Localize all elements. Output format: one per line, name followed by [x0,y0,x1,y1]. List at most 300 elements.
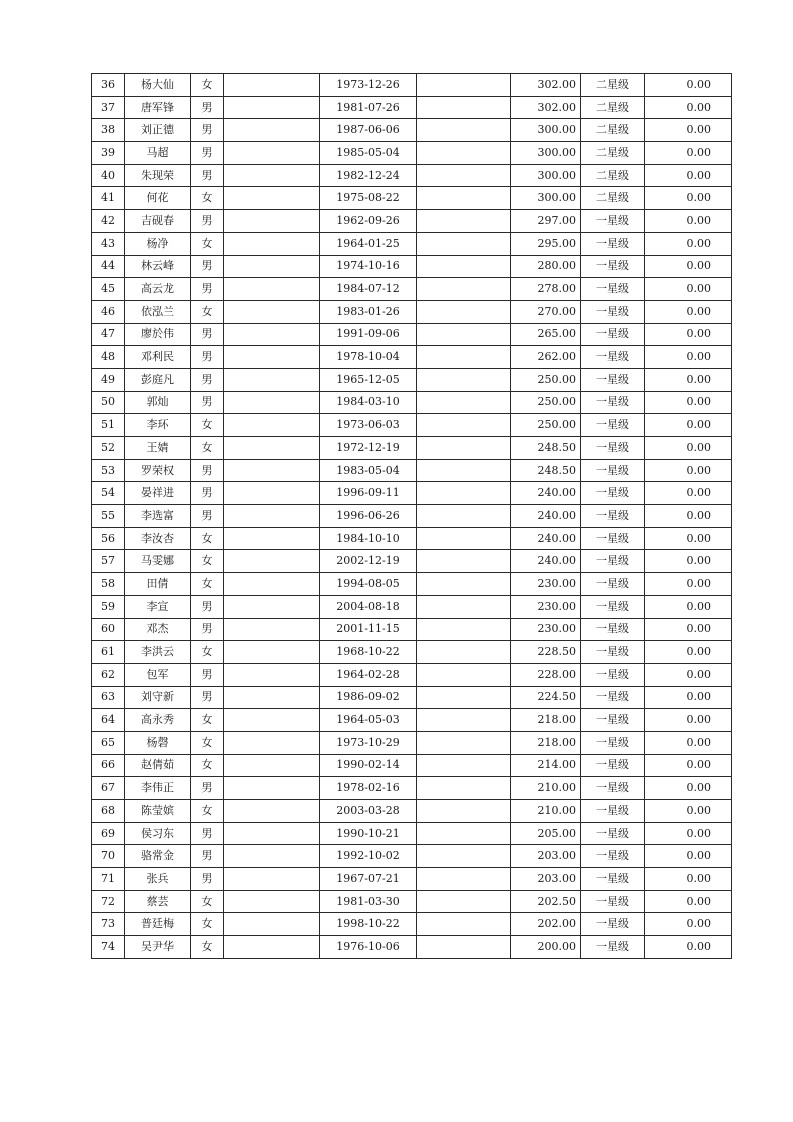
empty-cell [417,618,511,641]
name-cell: 吴尹华 [125,936,191,959]
date-cell: 1985-05-04 [320,142,417,165]
level-cell: 一星级 [581,527,645,550]
level-cell: 二星级 [581,142,645,165]
level-cell: 一星级 [581,278,645,301]
date-cell: 1990-10-21 [320,822,417,845]
name-cell: 郭灿 [125,391,191,414]
empty-cell [224,527,320,550]
row-number-cell: 68 [92,800,125,823]
amount-cell: 0.00 [645,936,732,959]
score-cell: 248.50 [511,459,581,482]
row-number-cell: 49 [92,368,125,391]
empty-cell [417,550,511,573]
empty-cell [417,595,511,618]
gender-cell: 女 [191,527,224,550]
row-number-cell: 57 [92,550,125,573]
empty-cell [224,300,320,323]
row-number-cell: 62 [92,663,125,686]
level-cell: 一星级 [581,913,645,936]
gender-cell: 男 [191,119,224,142]
score-cell: 230.00 [511,618,581,641]
table-row [92,550,732,573]
level-cell: 一星级 [581,300,645,323]
row-number-cell: 64 [92,709,125,732]
date-cell: 1965-12-05 [320,368,417,391]
score-cell: 230.00 [511,573,581,596]
gender-cell: 男 [191,777,224,800]
name-cell: 邓利民 [125,346,191,369]
gender-cell: 男 [191,505,224,528]
level-cell: 一星级 [581,573,645,596]
amount-cell: 0.00 [645,754,732,777]
empty-cell [224,868,320,891]
date-cell: 1978-02-16 [320,777,417,800]
amount-cell: 0.00 [645,618,732,641]
name-cell: 李选富 [125,505,191,528]
score-cell: 210.00 [511,777,581,800]
table-row [92,845,732,868]
amount-cell: 0.00 [645,595,732,618]
date-cell: 1994-08-05 [320,573,417,596]
row-number-cell: 37 [92,96,125,119]
level-cell: 一星级 [581,391,645,414]
date-cell: 1975-08-22 [320,187,417,210]
name-cell: 依泓兰 [125,300,191,323]
amount-cell: 0.00 [645,527,732,550]
gender-cell: 女 [191,300,224,323]
name-cell: 何花 [125,187,191,210]
empty-cell [224,731,320,754]
level-cell: 一星级 [581,822,645,845]
row-number-cell: 51 [92,414,125,437]
table-row [92,936,732,959]
table-row [92,482,732,505]
score-cell: 302.00 [511,74,581,97]
gender-cell: 女 [191,913,224,936]
amount-cell: 0.00 [645,414,732,437]
name-cell: 杨净 [125,232,191,255]
empty-cell [224,96,320,119]
gender-cell: 女 [191,890,224,913]
table-row [92,777,732,800]
row-number-cell: 63 [92,686,125,709]
level-cell: 一星级 [581,709,645,732]
empty-cell [224,618,320,641]
table-row [92,709,732,732]
row-number-cell: 36 [92,74,125,97]
empty-cell [417,119,511,142]
score-cell: 240.00 [511,527,581,550]
date-cell: 1984-10-10 [320,527,417,550]
empty-cell [224,391,320,414]
date-cell: 1996-09-11 [320,482,417,505]
row-number-cell: 41 [92,187,125,210]
level-cell: 二星级 [581,74,645,97]
empty-cell [417,391,511,414]
score-cell: 262.00 [511,346,581,369]
gender-cell: 女 [191,936,224,959]
level-cell: 一星级 [581,210,645,233]
name-cell: 陈莹嫔 [125,800,191,823]
date-cell: 2002-12-19 [320,550,417,573]
date-cell: 1967-07-21 [320,868,417,891]
empty-cell [417,142,511,165]
score-cell: 202.00 [511,913,581,936]
gender-cell: 女 [191,800,224,823]
table-row [92,663,732,686]
score-cell: 240.00 [511,550,581,573]
level-cell: 一星级 [581,777,645,800]
amount-cell: 0.00 [645,505,732,528]
row-number-cell: 42 [92,210,125,233]
name-cell: 高永秀 [125,709,191,732]
empty-cell [224,142,320,165]
gender-cell: 女 [191,754,224,777]
level-cell: 一星级 [581,414,645,437]
table-row [92,255,732,278]
amount-cell: 0.00 [645,368,732,391]
score-cell: 218.00 [511,731,581,754]
row-number-cell: 39 [92,142,125,165]
gender-cell: 男 [191,210,224,233]
name-cell: 杨大仙 [125,74,191,97]
empty-cell [417,210,511,233]
empty-cell [224,822,320,845]
level-cell: 一星级 [581,641,645,664]
level-cell: 一星级 [581,459,645,482]
date-cell: 1972-12-19 [320,437,417,460]
level-cell: 一星级 [581,663,645,686]
gender-cell: 女 [191,641,224,664]
gender-cell: 女 [191,573,224,596]
empty-cell [224,845,320,868]
date-cell: 1983-01-26 [320,300,417,323]
name-cell: 杨磬 [125,731,191,754]
amount-cell: 0.00 [645,845,732,868]
empty-cell [417,300,511,323]
amount-cell: 0.00 [645,822,732,845]
row-number-cell: 56 [92,527,125,550]
gender-cell: 男 [191,822,224,845]
table-row [92,868,732,891]
gender-cell: 女 [191,414,224,437]
empty-cell [417,232,511,255]
name-cell: 普廷梅 [125,913,191,936]
table-row [92,74,732,97]
date-cell: 2001-11-15 [320,618,417,641]
empty-cell [224,278,320,301]
gender-cell: 男 [191,164,224,187]
row-number-cell: 40 [92,164,125,187]
amount-cell: 0.00 [645,255,732,278]
name-cell: 晏祥进 [125,482,191,505]
empty-cell [224,686,320,709]
gender-cell: 男 [191,278,224,301]
empty-cell [224,255,320,278]
empty-cell [224,119,320,142]
empty-cell [417,74,511,97]
empty-cell [417,527,511,550]
date-cell: 2004-08-18 [320,595,417,618]
gender-cell: 男 [191,323,224,346]
level-cell: 一星级 [581,754,645,777]
name-cell: 彭庭凡 [125,368,191,391]
amount-cell: 0.00 [645,210,732,233]
name-cell: 李汝杏 [125,527,191,550]
gender-cell: 女 [191,74,224,97]
date-cell: 1976-10-06 [320,936,417,959]
amount-cell: 0.00 [645,142,732,165]
table-row [92,368,732,391]
level-cell: 一星级 [581,323,645,346]
name-cell: 李环 [125,414,191,437]
empty-cell [417,686,511,709]
roster-table [91,73,732,959]
row-number-cell: 71 [92,868,125,891]
table-row [92,278,732,301]
level-cell: 一星级 [581,505,645,528]
level-cell: 二星级 [581,119,645,142]
empty-cell [417,482,511,505]
date-cell: 1964-05-03 [320,709,417,732]
table-row [92,391,732,414]
level-cell: 一星级 [581,618,645,641]
gender-cell: 男 [191,459,224,482]
table-row [92,414,732,437]
score-cell: 295.00 [511,232,581,255]
row-number-cell: 70 [92,845,125,868]
roster-table-body [92,74,732,959]
gender-cell: 女 [191,731,224,754]
table-row [92,913,732,936]
level-cell: 一星级 [581,255,645,278]
empty-cell [224,323,320,346]
empty-cell [224,800,320,823]
table-row [92,96,732,119]
gender-cell: 女 [191,232,224,255]
score-cell: 280.00 [511,255,581,278]
gender-cell: 男 [191,595,224,618]
date-cell: 1996-06-26 [320,505,417,528]
table-row [92,822,732,845]
name-cell: 包军 [125,663,191,686]
empty-cell [224,187,320,210]
empty-cell [224,890,320,913]
table-row [92,618,732,641]
date-cell: 1978-10-04 [320,346,417,369]
row-number-cell: 55 [92,505,125,528]
table-row [92,210,732,233]
level-cell: 二星级 [581,96,645,119]
gender-cell: 男 [191,482,224,505]
gender-cell: 女 [191,550,224,573]
name-cell: 骆常金 [125,845,191,868]
name-cell: 李宣 [125,595,191,618]
amount-cell: 0.00 [645,96,732,119]
date-cell: 1990-02-14 [320,754,417,777]
date-cell: 1981-07-26 [320,96,417,119]
date-cell: 1973-12-26 [320,74,417,97]
row-number-cell: 72 [92,890,125,913]
table-row [92,346,732,369]
score-cell: 218.00 [511,709,581,732]
date-cell: 1973-10-29 [320,731,417,754]
level-cell: 一星级 [581,890,645,913]
empty-cell [417,777,511,800]
empty-cell [224,663,320,686]
empty-cell [417,822,511,845]
date-cell: 1984-07-12 [320,278,417,301]
name-cell: 高云龙 [125,278,191,301]
level-cell: 一星级 [581,800,645,823]
row-number-cell: 46 [92,300,125,323]
empty-cell [417,346,511,369]
name-cell: 王婧 [125,437,191,460]
amount-cell: 0.00 [645,731,732,754]
level-cell: 一星级 [581,845,645,868]
date-cell: 1983-05-04 [320,459,417,482]
date-cell: 1984-03-10 [320,391,417,414]
score-cell: 202.50 [511,890,581,913]
level-cell: 一星级 [581,595,645,618]
level-cell: 二星级 [581,164,645,187]
empty-cell [417,437,511,460]
amount-cell: 0.00 [645,777,732,800]
date-cell: 1964-02-28 [320,663,417,686]
amount-cell: 0.00 [645,300,732,323]
empty-cell [224,550,320,573]
date-cell: 1981-03-30 [320,890,417,913]
score-cell: 300.00 [511,119,581,142]
table-row [92,527,732,550]
amount-cell: 0.00 [645,890,732,913]
level-cell: 一星级 [581,686,645,709]
name-cell: 唐军锋 [125,96,191,119]
row-number-cell: 38 [92,119,125,142]
empty-cell [417,663,511,686]
score-cell: 250.00 [511,391,581,414]
amount-cell: 0.00 [645,913,732,936]
score-cell: 230.00 [511,595,581,618]
row-number-cell: 61 [92,641,125,664]
score-cell: 214.00 [511,754,581,777]
amount-cell: 0.00 [645,323,732,346]
amount-cell: 0.00 [645,686,732,709]
empty-cell [417,845,511,868]
name-cell: 邓杰 [125,618,191,641]
level-cell: 一星级 [581,346,645,369]
row-number-cell: 60 [92,618,125,641]
empty-cell [417,459,511,482]
table-row [92,232,732,255]
empty-cell [417,936,511,959]
name-cell: 蔡芸 [125,890,191,913]
gender-cell: 男 [191,142,224,165]
empty-cell [224,164,320,187]
empty-cell [417,164,511,187]
amount-cell: 0.00 [645,346,732,369]
amount-cell: 0.00 [645,278,732,301]
date-cell: 1991-09-06 [320,323,417,346]
amount-cell: 0.00 [645,709,732,732]
date-cell: 1998-10-22 [320,913,417,936]
row-number-cell: 52 [92,437,125,460]
amount-cell: 0.00 [645,641,732,664]
level-cell: 一星级 [581,868,645,891]
level-cell: 一星级 [581,437,645,460]
empty-cell [224,913,320,936]
score-cell: 270.00 [511,300,581,323]
row-number-cell: 58 [92,573,125,596]
table-row [92,459,732,482]
amount-cell: 0.00 [645,164,732,187]
gender-cell: 男 [191,255,224,278]
empty-cell [224,368,320,391]
empty-cell [417,754,511,777]
date-cell: 1986-09-02 [320,686,417,709]
date-cell: 1974-10-16 [320,255,417,278]
date-cell: 1992-10-02 [320,845,417,868]
amount-cell: 0.00 [645,459,732,482]
date-cell: 1982-12-24 [320,164,417,187]
score-cell: 250.00 [511,368,581,391]
table-row [92,323,732,346]
level-cell: 一星级 [581,232,645,255]
table-row [92,142,732,165]
level-cell: 一星级 [581,936,645,959]
date-cell: 1962-09-26 [320,210,417,233]
score-cell: 300.00 [511,164,581,187]
empty-cell [417,913,511,936]
date-cell: 1968-10-22 [320,641,417,664]
level-cell: 一星级 [581,731,645,754]
empty-cell [224,414,320,437]
gender-cell: 男 [191,868,224,891]
name-cell: 马雯娜 [125,550,191,573]
row-number-cell: 69 [92,822,125,845]
score-cell: 203.00 [511,868,581,891]
amount-cell: 0.00 [645,573,732,596]
score-cell: 205.00 [511,822,581,845]
table-row [92,890,732,913]
empty-cell [224,777,320,800]
score-cell: 240.00 [511,482,581,505]
name-cell: 朱现荣 [125,164,191,187]
name-cell: 赵倩茹 [125,754,191,777]
amount-cell: 0.00 [645,119,732,142]
gender-cell: 女 [191,187,224,210]
name-cell: 林云峰 [125,255,191,278]
empty-cell [417,278,511,301]
score-cell: 297.00 [511,210,581,233]
score-cell: 248.50 [511,437,581,460]
empty-cell [417,641,511,664]
empty-cell [417,414,511,437]
table-row [92,731,732,754]
row-number-cell: 44 [92,255,125,278]
score-cell: 265.00 [511,323,581,346]
empty-cell [417,573,511,596]
empty-cell [417,731,511,754]
amount-cell: 0.00 [645,482,732,505]
empty-cell [224,232,320,255]
gender-cell: 男 [191,845,224,868]
score-cell: 228.50 [511,641,581,664]
row-number-cell: 48 [92,346,125,369]
empty-cell [417,187,511,210]
gender-cell: 男 [191,368,224,391]
empty-cell [224,437,320,460]
